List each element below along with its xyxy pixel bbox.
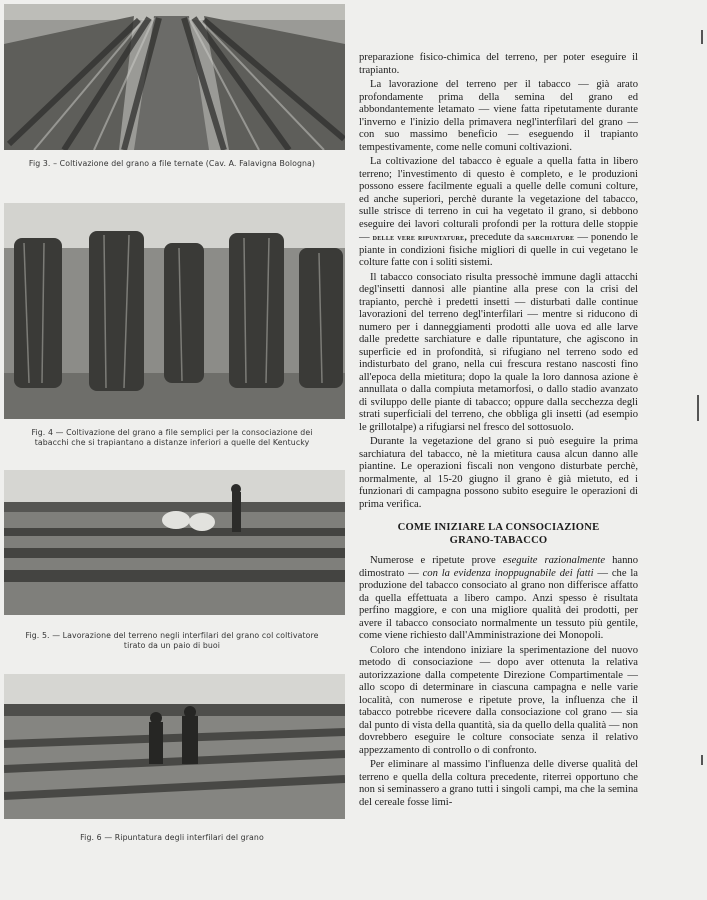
photo-fig-3 — [4, 4, 345, 150]
margin-mark — [697, 395, 699, 421]
paragraph: preparazione fisico-chimica del terreno, per poter eseguire il trapianto. — [359, 52, 638, 76]
paragraph: Durante la vegetazione del grano si può eseguire la prima sarchiatura del tabacco, nè la mietitura causa alcun danno alle piantine. Le operazioni fiscali non vengono disturbate perchè, normalmente, al 15-20 giugno il grano è già mietuto, ed i funzionari di campagna possono subito eseguire le operazioni di prima verifica. — [359, 436, 638, 510]
paragraph: La lavorazione del terreno per il tabacco — già arato profondamente prima della semina del grano ed abbondantemente letamato — viene fatta ripetutamente durante l'inverno e l'inizio della primavera negl'interfilari del grano — con suo massimo beneficio — eseguendo il trapianto tempestivamente, come nelle comuni coltivazioni. — [359, 79, 638, 153]
article-text-column — [359, 52, 638, 811]
photo-fig-4 — [4, 203, 345, 419]
paragraph: Per eliminare al massimo l'influenza delle diverse qualità del terreno e quella della coltura precedente, riterrei opportuno che non si seminassero a grano tutti i singoli campi, ma che la semina del cereale fosse limi- — [359, 759, 638, 808]
photo-fig-5 — [4, 470, 345, 615]
margin-mark — [701, 30, 703, 44]
caption-fig-4: Fig. 4 — Coltivazione del grano a file semplici per la consociazione dei tabacchi che si trapiantano a distanze inferiori a quelle del Kentucky — [31, 428, 313, 447]
section-heading: COME INIZIARE LA CONSOCIAZIONE GRANO-TABACCO — [397, 522, 600, 546]
caption-fig-5: Fig. 5. — Lavorazione del terreno negli interfilari del grano col coltivatore tirato da un paio di buoi — [25, 631, 319, 650]
photo-fig-6 — [4, 674, 345, 819]
margin-mark — [701, 755, 703, 765]
caption-fig-6: Fig. 6 — Ripuntatura degli interfilari del grano — [80, 833, 264, 842]
paragraph: La coltivazione del tabacco è eguale a quella fatta in libero terreno; l'investimento di questo è completo, e le produzioni possono essere facilmente eguali a quelle delle comuni colture, ed anche superiori, perchè durante la vegetazione del tabacco, sulle strisce di terreno in cui ha vegetato il grano, si debbono eseguire dei lavori colturali profondi per la rottura delle stoppie — delle vere ripuntature, precedute da sarchiature — ponendo le piante in condizioni fisiche migliori di quelle in cui vegetano le colture fatte con i soliti sistemi. — [359, 156, 639, 268]
paragraph: Coloro che intendono iniziare la sperimentazione del nuovo metodo di consociazione — dopo aver ottenuta la relativa autorizzazione dalla competente Direzione Compartimentale — allo scopo di determinare in ciascuna campagna e nelle varie località, con numerose e ripetute prove, la influenza che il tabacco potrebbe ricevere dalla consociazione col grano — sia dal punto di vista della quantità, sia da quello della qualità — non dovrebbero eseguire le colture consociate senza il relativo appezzamento di controllo o di confronto. — [359, 644, 638, 756]
paragraph: Il tabacco consociato risulta pressochè immune dagli attacchi degl'insetti dannosi alle piantine alla prese con la crisi del trapianto, perchè i predetti insetti — disturbati dalle continue lavorazioni del terreno degl'interfilari — mentre si riducono di numero per i danneggiamenti prodotti alle uova ed alle larve dalle predette sarchiature e dalle ripuntature, che agiscono in superficie ed in profondità, si rifugiano nel terreno sodo ed indisturbato del grano, nella cui frescura restano nascosti fino all'epoca della mietitura; dopo la quale la loro dannosa azione è annullata o dalla compiuta metamorfosi, o dallo stadio avanzato di sviluppo delle piante di tabacco; oppure dalla secchezza degli strati superficiali del terreno, che obbliga gli insetti (ad esempio le grillotalpe) a rifugiarsi nel fresco del sottosuolo. — [359, 271, 638, 433]
paragraph: Numerose e ripetute prove eseguite razionalmente hanno dimostrato — con la evidenza inoppugnabile dei fatti — che la produzione del tabacco consociato al grano non differisce affatto da quella effettuata a libero campo. Anzi spesso è risultata perfino maggiore, e con una migliore qualità dei prodotti, per avere il tabacco consociato normalmente un tessuto più gentile, come viene richiesto dall'Amministrazione dei Monopoli. — [359, 555, 639, 641]
caption-fig-3: Fig 3. – Coltivazione del grano a file ternate (Cav. A. Falavigna Bologna) — [28, 159, 316, 168]
